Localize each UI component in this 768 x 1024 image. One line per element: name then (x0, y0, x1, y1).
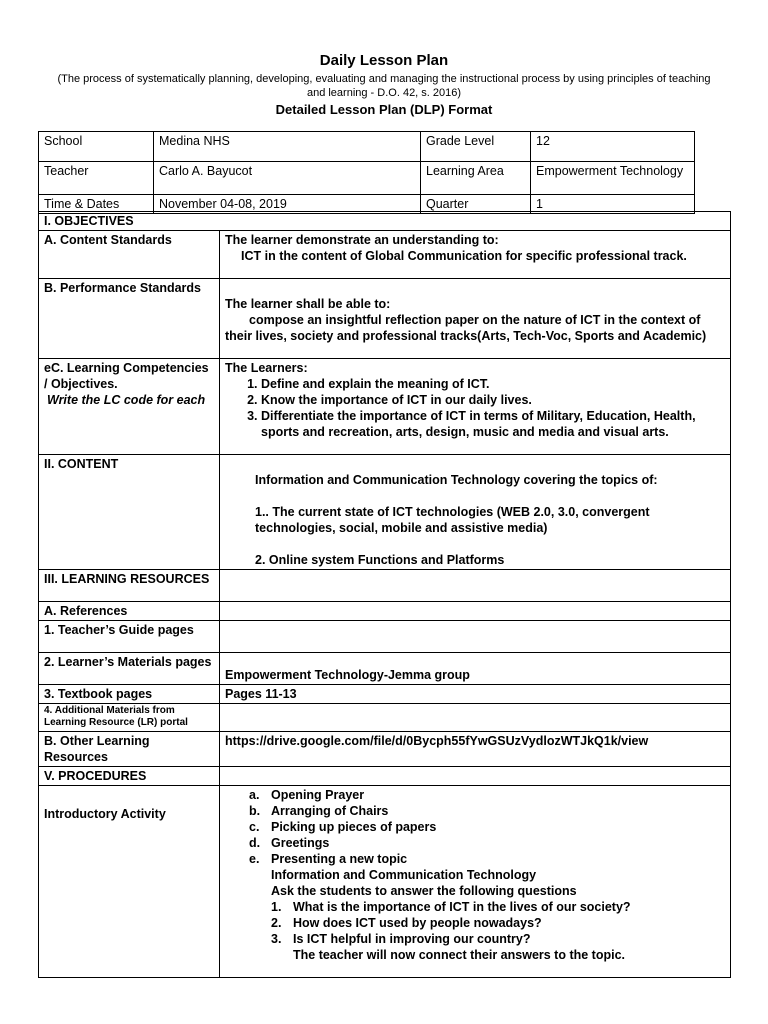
area-value: Empowerment Technology (531, 162, 695, 195)
introductory-activity-label: Introductory Activity (39, 786, 220, 978)
teachers-guide-value (220, 621, 731, 653)
content-heading: II. CONTENT (39, 455, 220, 570)
activity-step: b. Arranging of Chairs (249, 804, 389, 818)
competencies-list (225, 376, 725, 440)
area-label: Learning Area (421, 162, 531, 195)
additional-materials-value (220, 704, 731, 732)
introductory-activity-cell (220, 786, 731, 978)
content-topic-2: 2. Online system Functions and Platforms (255, 553, 505, 567)
competency-item: 1. Define and explain the meaning of ICT. (261, 376, 725, 392)
teachers-guide-label: 1. Teacher’s Guide pages (39, 621, 220, 653)
textbook-value: Pages 11-13 (220, 685, 731, 704)
learners-materials-value: Empowerment Technology-Jemma group (220, 653, 731, 685)
content-cell (220, 455, 731, 570)
activity-question: 2. How does ICT used by people nowadays? (271, 916, 542, 930)
competencies-cell (220, 359, 731, 455)
procedures-heading: V. PROCEDURES (39, 767, 220, 786)
performance-standards-text: compose an insightful reflection paper on the nature of ICT in the context of their lives, society and professional tracks(Arts, Tech-Voc, Sports and Academic) (225, 313, 707, 343)
learners-materials-label: 2. Learner’s Materials pages (39, 653, 220, 685)
competencies-intro: The Learners: (225, 361, 308, 375)
school-label: School (39, 132, 154, 162)
other-resources-link[interactable]: https://drive.google.com/file/d/0Bycph55fYwGSUzVydlozWTJkQ1k/view (225, 734, 649, 748)
content-standards-cell (220, 231, 731, 279)
references-label: A. References (39, 602, 220, 621)
document-header (0, 52, 768, 117)
activity-topic-line: Information and Communication Technology (271, 868, 537, 882)
format-title: Detailed Lesson Plan (DLP) Format (275, 102, 493, 117)
document-title: Daily Lesson Plan (319, 52, 449, 69)
references-value (220, 602, 731, 621)
competency-item: 2. Know the importance of ICT in our daily lives. (261, 392, 725, 408)
teacher-label: Teacher (39, 162, 154, 195)
time-label: Time & Dates (39, 195, 154, 214)
school-value: Medina NHS (154, 132, 421, 162)
competencies-label-cell (39, 359, 220, 455)
activity-question: 3. Is ICT helpful in improving our country? (271, 932, 531, 946)
time-value: November 04-08, 2019 (154, 195, 421, 214)
competencies-label: eC. Learning Competencies / Objectives. (44, 361, 209, 391)
info-table (38, 131, 695, 214)
competency-item: 3. Differentiate the importance of ICT in terms of Military, Education, Health, sports and recreation, arts, design, music and media and visual arts. (261, 408, 725, 440)
objectives-heading: I. OBJECTIVES (39, 212, 731, 231)
content-standards-label: A. Content Standards (39, 231, 220, 279)
activity-ask-line: Ask the students to answer the following questions (271, 884, 577, 898)
content-standards-text: ICT in the content of Global Communication for specific professional track. (241, 249, 687, 263)
competencies-note: Write the LC code for each (47, 393, 206, 407)
activity-step: a. Opening Prayer (249, 788, 365, 802)
performance-standards-label: B. Performance Standards (39, 279, 220, 359)
content-topic-1: 1.. The current state of ICT technologies (WEB 2.0, 3.0, convergent technologies, social, mobile and assistive media) (255, 505, 650, 535)
document-subtitle: (The process of systematically planning, developing, evaluating and managing the instructional process by using principles of teaching and learning - D.O. 42, s. 2016) (57, 73, 711, 99)
activity-closing: The teacher will now connect their answers to the topic. (293, 948, 626, 962)
lesson-table (38, 211, 731, 978)
performance-standards-intro: The learner shall be able to: (225, 297, 391, 311)
learning-resources-value (220, 570, 731, 602)
content-standards-intro: The learner demonstrate an understanding to: (225, 233, 499, 247)
quarter-label: Quarter (421, 195, 531, 214)
activity-step: e. Presenting a new topic (249, 852, 408, 866)
performance-standards-cell (220, 279, 731, 359)
activity-question: 1. What is the importance of ICT in the lives of our society? (271, 900, 631, 914)
activity-step: d. Greetings (249, 836, 330, 850)
quarter-value: 1 (531, 195, 695, 214)
procedures-heading-value (220, 767, 731, 786)
content-intro: Information and Communication Technology covering the topics of: (255, 473, 658, 487)
other-resources-label: B. Other Learning Resources (39, 732, 220, 767)
teacher-value: Carlo A. Bayucot (154, 162, 421, 195)
other-resources-cell (220, 732, 731, 767)
grade-value: 12 (531, 132, 695, 162)
textbook-label: 3. Textbook pages (39, 685, 220, 704)
grade-label: Grade Level (421, 132, 531, 162)
activity-steps (225, 787, 725, 963)
activity-step: c. Picking up pieces of papers (249, 820, 437, 834)
additional-materials-label: 4. Additional Materials from Learning Resource (LR) portal (39, 704, 220, 732)
learning-resources-heading: III. LEARNING RESOURCES (39, 570, 220, 602)
